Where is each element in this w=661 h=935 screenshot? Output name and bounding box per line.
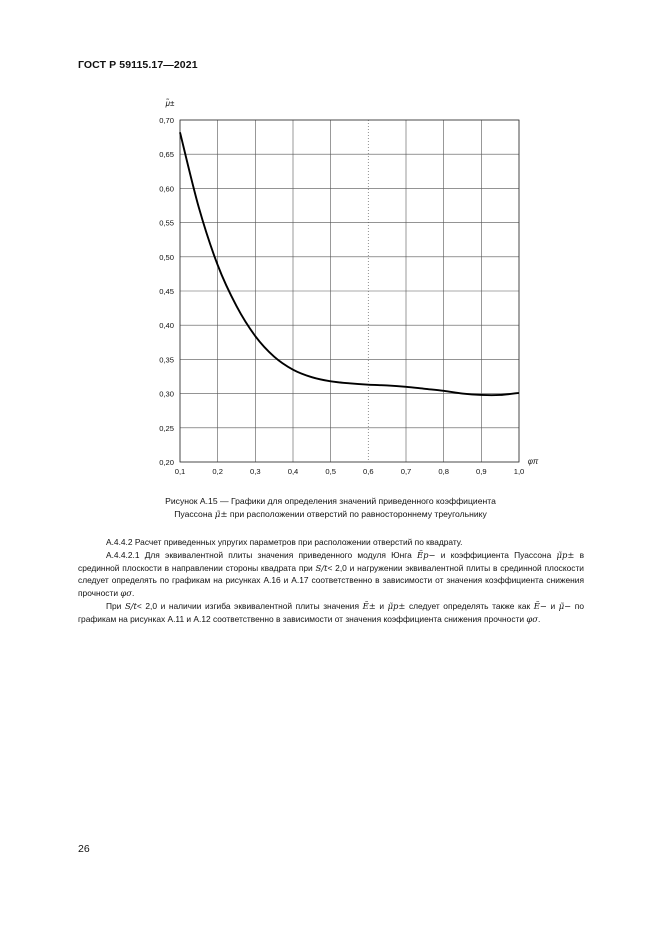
p3-text-d: следует определять также как [408, 600, 531, 611]
p2-symbol-young: Ẽp− [416, 549, 436, 560]
p2-text-b: и коэффициента Пуассона [440, 549, 552, 560]
p3-symbol-poisson: μ̃p± [387, 600, 406, 611]
paragraph-bending [78, 600, 584, 626]
y-tick-label: 0,20 [159, 458, 174, 467]
p3-end: . [537, 613, 541, 624]
x-tick-label: 0,5 [325, 467, 336, 476]
p2-text-c: в срединной плоскости в направлении стороны квадрата при [78, 549, 585, 573]
p3-symbol-poisson-minus: μ̃− [558, 600, 572, 611]
p3-symbol-young-minus: Ẽ− [533, 600, 547, 611]
y-tick-label: 0,40 [159, 321, 174, 331]
caption-line-1: Рисунок А.15 — Графики для определения значений приведенного коэффициента [165, 496, 496, 506]
p3-symbol-phi: φσ [526, 613, 538, 624]
x-axis-label: φπ [527, 457, 539, 466]
p3-text-c: и [379, 600, 384, 611]
y-tick-label: 0,70 [159, 116, 174, 125]
p3-text-b: < 2,0 и наличии изгиба эквивалентной плиты значения [136, 600, 360, 611]
series-line [180, 132, 519, 395]
x-tick-label: 0,9 [476, 467, 487, 476]
x-tick-label: 0,6 [363, 467, 374, 476]
p3-symbol-young: Ẽ± [362, 600, 376, 611]
p2-end: . [131, 588, 135, 599]
p2-text-d: < 2,0 и нагружении эквивалентной плиты в срединной плоскости следует определять по графикам на рисунках А.16 и А.17 соответственно в зависимости от значения коэффициента снижения прочности [78, 562, 584, 599]
x-tick-label: 0,1 [174, 467, 186, 476]
y-tick-label: 0,50 [159, 252, 174, 262]
document-header: ГОСТ Р 59115.17—2021 [78, 59, 198, 71]
x-tick-label: 1,0 [513, 467, 525, 476]
caption-text-b: при расположении отверстий по равностороннему треугольнику [229, 508, 487, 519]
caption-line-2 [0, 508, 661, 522]
p2-symbol-st: S/t [315, 562, 328, 573]
p3-text-a: При [106, 600, 122, 611]
y-tick-label: 0,35 [159, 355, 174, 365]
y-axis-label: μ̃± [165, 99, 175, 108]
caption-text-a: Пуассона [174, 508, 213, 519]
paragraph-4-4-2-1 [78, 549, 584, 600]
x-tick-label: 0,4 [287, 467, 299, 476]
p3-symbol-st: S/t [124, 600, 137, 611]
paragraph-4-4-2: А.4.4.2 Расчет приведенных упругих параметров при расположении отверстий по квадрату. [106, 537, 463, 547]
p2-symbol-poisson: μ̃p± [556, 549, 575, 560]
y-tick-label: 0,25 [159, 423, 174, 433]
x-tick-label: 0,8 [438, 467, 449, 476]
p3-text-e: и [550, 600, 556, 611]
x-tick-label: 0,3 [250, 467, 261, 476]
y-tick-label: 0,55 [159, 218, 174, 228]
caption-symbol: μ̃± [214, 509, 228, 520]
y-tick-label: 0,60 [159, 184, 174, 194]
figure-caption [0, 495, 661, 521]
y-tick-label: 0,30 [159, 389, 174, 399]
x-tick-label: 0,2 [212, 467, 223, 476]
p2-symbol-phi: φσ [120, 588, 132, 599]
y-tick-label: 0,45 [159, 287, 174, 296]
body-text [78, 536, 584, 626]
p3-text-f: по графикам на рисунках А.11 и А.12 соответственно в зависимости от значения коэффициента снижения прочности [78, 600, 584, 624]
p2-text-a: А.4.4.2.1 Для эквивалентной плиты значения приведенного модуля Юнга [106, 549, 412, 560]
page-number: 26 [78, 843, 90, 855]
x-tick-label: 0,7 [400, 467, 412, 476]
y-tick-label: 0,65 [159, 150, 174, 160]
